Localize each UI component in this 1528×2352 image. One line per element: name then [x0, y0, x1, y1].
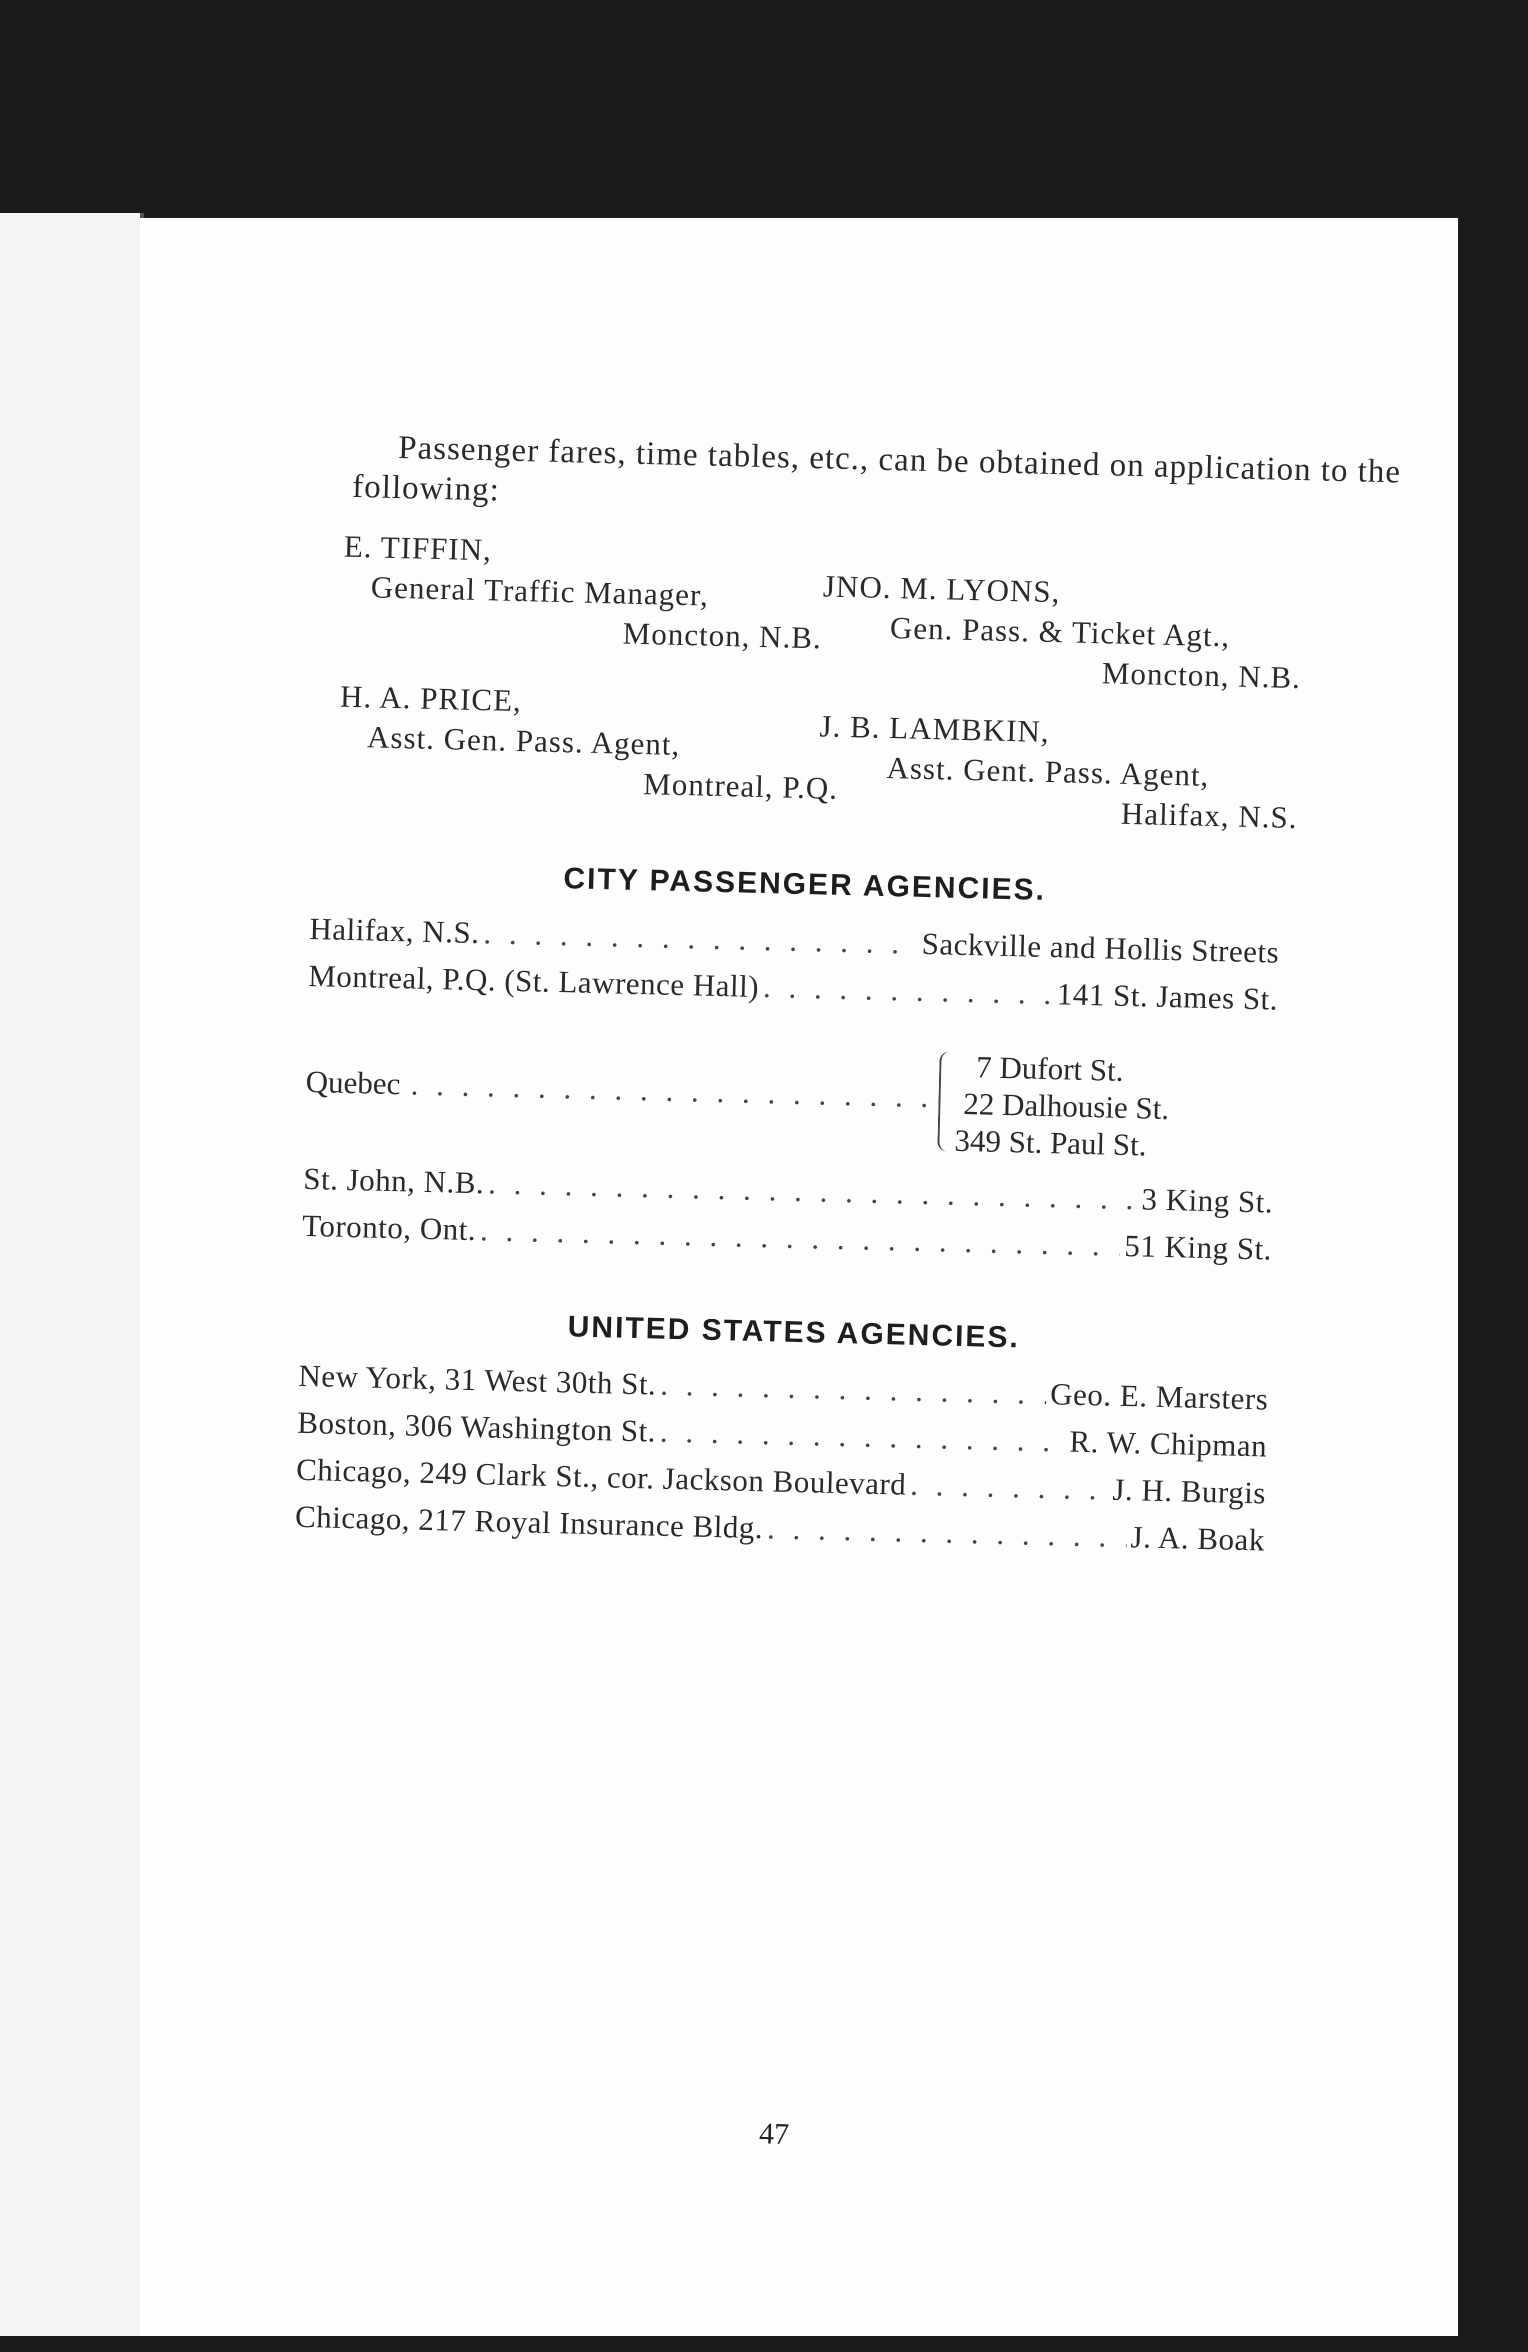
agency-agent: J. A. Boak	[1130, 1519, 1266, 1558]
agency-address: 22 Dalhousie St.	[962, 1085, 1170, 1127]
intro-paragraph	[352, 427, 1454, 534]
agency-place: Halifax, N.S.	[309, 910, 480, 951]
page-content	[110, 202, 1479, 2352]
agency-address: 3 King St.	[1141, 1181, 1274, 1220]
leader-dots	[483, 915, 918, 962]
agency-address: 51 King St.	[1123, 1227, 1273, 1267]
contact-title: General Traffic Manager,	[370, 569, 710, 613]
contact-lyons	[821, 566, 1304, 698]
agency-place: Chicago, 217 Royal Insurance Bldg.	[294, 1498, 764, 1546]
contact-lambkin	[817, 706, 1300, 838]
agency-address: 7 Dufort St.	[975, 1049, 1124, 1088]
agency-place: Chicago, 249 Clark St., cor. Jackson Boulevard	[295, 1451, 907, 1502]
agency-agent: R. W. Chipman	[1069, 1423, 1268, 1464]
brace	[937, 1051, 955, 1151]
leader-dots	[410, 1066, 931, 1115]
agency-place: Toronto, Ont.	[301, 1207, 477, 1248]
leader-dots	[660, 1414, 1066, 1460]
contact-place: Halifax, N.S.	[1120, 795, 1298, 836]
contact-name: H. A. PRICE,	[339, 678, 523, 719]
book-page	[140, 218, 1458, 2336]
contact-title: Gen. Pass. & Ticket Agt.,	[889, 610, 1231, 654]
agency-place: New York, 31 West 30th St.	[298, 1357, 657, 1402]
scan-background-top	[0, 0, 1528, 215]
leader-dots	[910, 1467, 1109, 1508]
contact-tiffin	[341, 527, 824, 659]
contact-place: Moncton, N.B.	[622, 615, 823, 656]
leader-dots	[763, 969, 1054, 1012]
agency-address: 141 St. James St.	[1056, 976, 1279, 1017]
contact-place: Moncton, N.B.	[1101, 655, 1302, 696]
leader-dots	[488, 1165, 1138, 1217]
contact-price	[338, 677, 841, 809]
agency-agent: J. H. Burgis	[1112, 1471, 1267, 1511]
city-agency-quebec	[304, 1036, 1276, 1170]
contact-title: Asst. Gen. Pass. Agent,	[366, 719, 681, 762]
leader-dots	[660, 1367, 1047, 1412]
quebec-addresses	[954, 1048, 1170, 1164]
intro-text: Passenger fares, time tables, etc., can be obtained on application to the following:	[351, 429, 1402, 509]
agency-place: Quebec	[305, 1063, 401, 1102]
page-number: 47	[758, 2117, 790, 2152]
agency-address: 349 St. Paul St.	[954, 1122, 1147, 1163]
contact-name: JNO. M. LYONS,	[822, 568, 1061, 610]
agency-place: Boston, 306 Washington St.	[296, 1404, 657, 1449]
contact-name: J. B. LAMBKIN,	[819, 708, 1051, 749]
city-agencies-heading: CITY PASSENGER AGENCIES.	[563, 862, 1047, 907]
agency-agent: Geo. E. Marsters	[1049, 1376, 1269, 1417]
contact-place: Montreal, P.Q.	[642, 766, 839, 806]
leader-dots	[767, 1510, 1127, 1555]
leader-dots	[480, 1212, 1121, 1264]
agency-place: Montreal, P.Q. (St. Lawrence Hall)	[307, 957, 760, 1004]
contact-title: Asst. Gent. Pass. Agent,	[886, 750, 1210, 793]
contact-name: E. TIFFIN,	[343, 528, 493, 568]
us-agencies-heading: UNITED STATES AGENCIES.	[567, 1310, 1021, 1355]
agency-address: Sackville and Hollis Streets	[921, 925, 1280, 970]
agency-place: St. John, N.B.	[302, 1160, 485, 1201]
